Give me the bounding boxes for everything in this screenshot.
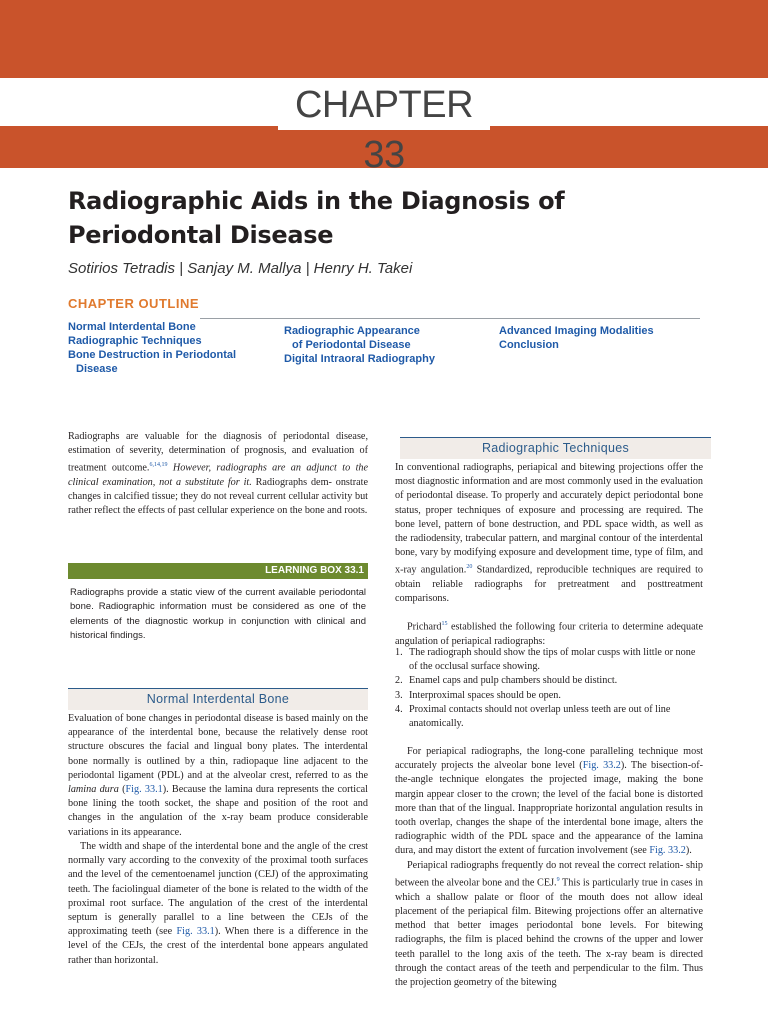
learning-box-title: LEARNING BOX 33.1 [265,565,364,576]
outline-link-radiographic-techniques[interactable]: Radiographic Techniques [68,335,202,347]
techniques-paragraph-3: For periapical radiographs, the long-cone paralleling technique most accurately projects the alveolar bone level (Fig. 33.2). The bisection-of-the-angle technique elongates the projected image, making the bone margin appear closer to the crown; the level of the facial bone is distorted more than that of the lingual. Inappropriate horizontal angulation results in tooth overlap, changes the shape of the interdental bone image, alters the radiographic width of the PDL space and the appearance of the lamina dura, and may distort the extent of furcation involvement (see Fig. 33.2). [395,746,704,857]
list-item: 1. The radiograph should show the tips of molar cusps with little or none of the occlusal surface showing. [395,647,696,673]
top-color-band [0,0,768,78]
list-item: 3. Interproximal spaces should be open. [395,689,561,701]
learning-box-header [68,563,368,579]
chapter-title-line-2: Periodontal Disease [68,221,334,249]
techniques-paragraph-1: In conventional radiographs, periapical and bitewing projections offer the most diagnostic information and are most commonly used in the evaluation of periodontal disease. To properly and accurately depict periodontal bone status, proper techniques of exposure and processing are required. The bone level, pattern of bone destruction, and PDL space width, as well as the radiodensity, trabecular pattern, and marginal contour of the interdental bone, vary by modifying exposure and development time, type of film, and x-ray angulation.$^{20}$ Standardized, reproducible techniques are required to obtain reliable radiographs for pretreatment and posttreatment comparisons. [395,462,703,605]
outline-column-3 [499,324,699,352]
figure-link[interactable]: Fig. 33.1 [125,784,163,796]
chapter-label: CHAPTER 33 [278,80,490,130]
outline-column-2 [284,324,484,366]
outline-link-digital-intraoral[interactable]: Digital Intraoral Radiography [284,353,435,365]
figure-link[interactable]: Fig. 33.2 [649,845,686,857]
section-heading-normal-interdental-bone: Normal Interdental Bone [68,688,368,710]
reference-superscript[interactable]: 6,14,19 [149,462,168,469]
outline-link-bone-destruction[interactable]: Bone Destruction in Periodontal [68,349,237,361]
outline-divider [200,318,700,319]
reference-superscript[interactable]: 15 [441,621,448,627]
outline-link-bone-destruction-cont[interactable]: Disease [76,363,118,375]
authors: Sotirios Tetradis | Sanjay M. Mallya | Henry H. Takei [68,260,413,277]
reference-superscript[interactable]: 9 [556,877,560,884]
section-heading-radiographic-techniques: Radiographic Techniques [400,437,711,459]
figure-link[interactable]: Fig. 33.1 [176,926,215,938]
normal-bone-paragraph-1: Evaluation of bone changes in periodontal disease is based mainly on the appearance of the interdental bone, because the relatively dense root structure obscures the facial and lingual bony plates. The interdental bone normally is outlined by a thin, radiopaque line adjacent to the periodontal ligament (PDL) and at the alveolar crest, referred to as the lamina dura (Fig. 33.1). Because the lamina dura represents the cortical bone lining the tooth socket, the shape and position of the root and changes in the angulation of the x-ray beam produce considerable variations in its appearance. [68,713,369,838]
normal-bone-paragraph-2: The width and shape of the interdental bone and the angle of the crest normally vary according to the convexity of the proximal tooth surfaces and the level of the cementoenamel junction (CEJ) of the approximating teeth. The faciolingual diameter of the bone is related to the width of the proximal root surface. The angulation of the crest of the interdental septum is generally parallel to a line between the CEJs of the approximating teeth (see Fig. 33.1). When there is a difference in the level of the CEJs, the crest of the interdental bone appears angulated rather than horizontal. [68,841,368,966]
list-item: 2. Enamel caps and pulp chambers should be distinct. [395,675,618,687]
outline-column-1 [68,320,268,376]
outline-link-advanced-imaging[interactable]: Advanced Imaging Modalities [499,325,654,337]
chapter-outline-heading: CHAPTER OUTLINE [68,296,199,311]
techniques-paragraph-4: Periapical radiographs frequently do not reveal the correct relation- ship between the alveolar bone and the CEJ.$^9$ This is particularly true in cases in which a shallow palate or floor of the mouth does not allow ideal placement of the periapical film. Bitewing projections offer an alternative method that better images periodontal bone levels. For bitewing radiographs, the film is placed behind the crowns of the upper and lower teeth parallel to the long axis of the teeth. The x-ray beam is directed through the contact areas of the teeth and perpendicular to the film. Thus the projection geometry of the bitewing [395,860,704,989]
reference-superscript[interactable]: 20 [466,564,473,571]
outline-link-radiographic-appearance-cont[interactable]: of Periodontal Disease [292,339,411,351]
chapter-title-line-1: Radiographic Aids in the Diagnosis of [68,187,565,215]
figure-link[interactable]: Fig. 33.2 [582,760,621,772]
learning-box-body: Radiographs provide a static view of the current available periodontal bone. Radiographic information must be considered as one of the elements of the diagnostic workup in conjunction with clinical and historical findings. [70,587,366,641]
angulation-criteria-list [395,646,703,731]
techniques-paragraph-2: Prichard$^{15}$ established the following four criteria to determine adequate angulation of periapical radiographs: [395,621,703,647]
outline-link-radiographic-appearance[interactable]: Radiographic Appearance [284,325,420,337]
list-item: 4. Proximal contacts should not overlap unless teeth are out of line anatomically. [395,703,671,730]
outline-link-conclusion[interactable]: Conclusion [499,339,559,351]
outline-link-normal-interdental-bone[interactable]: Normal Interdental Bone [68,321,196,333]
chapter-title [68,184,708,252]
intro-paragraph: Radiographs are valuable for the diagnosis of periodontal disease, estimation of severity, determination of prognosis, and evaluation of treatment outcome.$^{6,14,19}$ However, radiographs are an adjunct to the clinical examination, not a substitute for it. Radiographs dem- onstrate changes in calcified tissue; they do not reveal current cellular activity but rather reflect the effects of past cellular experience on the bone and roots. [68,431,369,517]
